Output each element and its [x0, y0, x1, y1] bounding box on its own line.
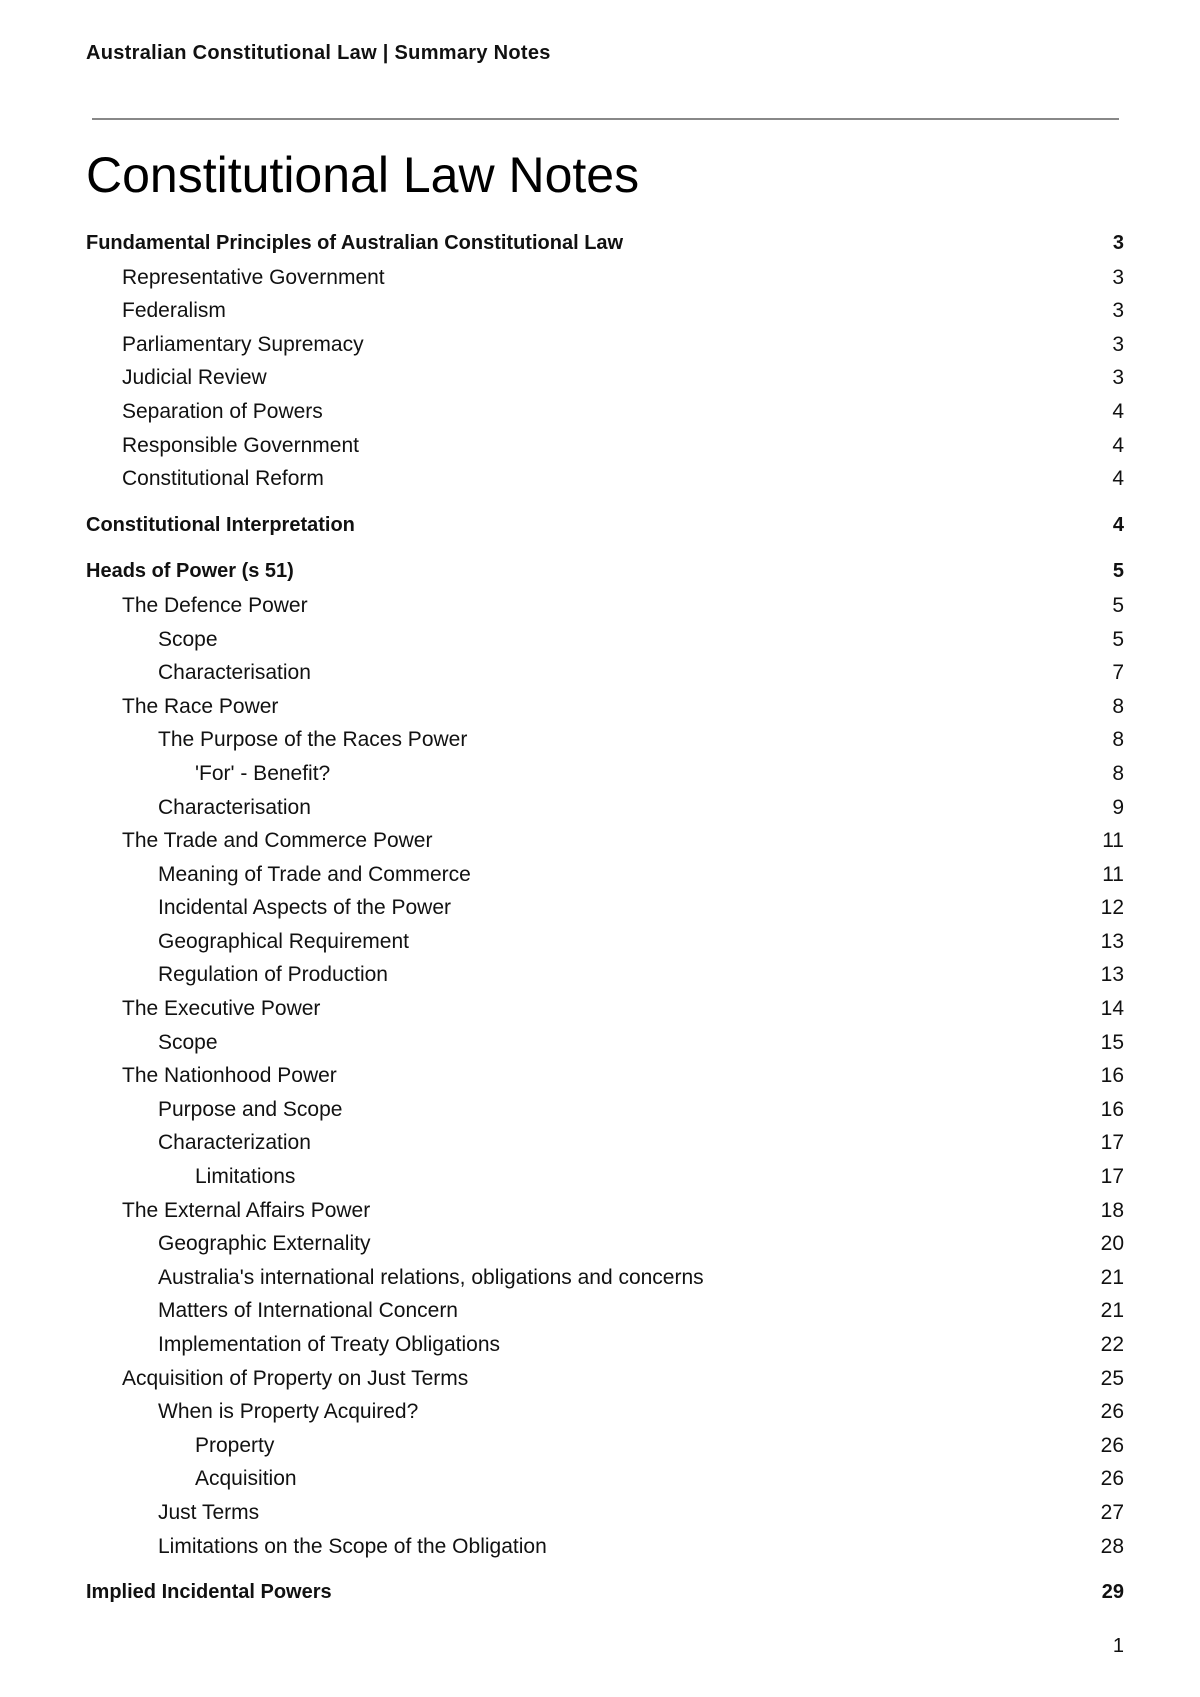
toc-entry-title[interactable]: Representative Government — [122, 265, 385, 289]
toc-entry-page-number[interactable]: 5 — [1112, 627, 1124, 651]
toc-entry-page-number[interactable]: 5 — [1112, 560, 1124, 583]
toc-entry-page-number[interactable]: 3 — [1112, 332, 1124, 356]
toc-entry[interactable] — [0, 992, 1200, 1026]
toc-entry-title[interactable]: Federalism — [122, 299, 226, 323]
toc-entry-title[interactable]: When is Property Acquired? — [158, 1400, 419, 1424]
toc-entry[interactable] — [0, 328, 1200, 362]
toc-entry[interactable] — [0, 958, 1200, 992]
toc-entry-title[interactable]: Purpose and Scope — [158, 1097, 343, 1121]
toc-entry-title[interactable]: Property — [195, 1433, 275, 1457]
toc-entry[interactable] — [0, 1328, 1200, 1362]
toc-entry-page-number[interactable]: 3 — [1112, 299, 1124, 323]
toc-entry[interactable] — [0, 227, 1200, 261]
toc-entry-title[interactable]: Characterization — [158, 1131, 311, 1155]
toc-entry-page-number[interactable]: 17 — [1100, 1131, 1124, 1155]
toc-entry-page-number[interactable]: 22 — [1100, 1333, 1124, 1356]
toc-entry[interactable] — [0, 824, 1200, 858]
toc-entry-page-number[interactable]: 13 — [1100, 963, 1124, 987]
toc-entry-page-number[interactable]: 13 — [1100, 929, 1124, 953]
toc-entry-title[interactable]: Characterisation — [158, 661, 311, 685]
toc-entry-page-number[interactable]: 11 — [1102, 862, 1124, 886]
toc-entry-page-number[interactable]: 4 — [1112, 399, 1124, 423]
toc-entry[interactable] — [0, 294, 1200, 328]
toc-entry-page-number[interactable]: 16 — [1100, 1097, 1124, 1121]
toc-entry-page-number[interactable]: 28 — [1100, 1534, 1124, 1558]
table-of-contents — [0, 227, 1200, 1610]
toc-entry-title[interactable]: Meaning of Trade and Commerce — [158, 862, 471, 886]
toc-entry-page-number[interactable]: 21 — [1100, 1299, 1124, 1323]
toc-entry[interactable] — [0, 509, 1200, 543]
toc-entry-page-number[interactable]: 7 — [1112, 661, 1124, 685]
toc-entry[interactable] — [0, 1261, 1200, 1295]
toc-entry-page-number[interactable]: 25 — [1100, 1366, 1124, 1390]
toc-entry-title[interactable]: Acquisition — [195, 1467, 297, 1491]
toc-entry-title[interactable]: Scope — [158, 627, 218, 651]
toc-entry[interactable] — [0, 1462, 1200, 1496]
header-divider — [92, 118, 1119, 120]
toc-entry[interactable] — [0, 723, 1200, 757]
toc-entry[interactable] — [0, 757, 1200, 791]
toc-entry[interactable] — [0, 1026, 1200, 1060]
toc-entry-page-number[interactable]: 4 — [1112, 513, 1124, 536]
toc-entry[interactable] — [0, 1059, 1200, 1093]
toc-entry-title[interactable]: The Executive Power — [122, 997, 321, 1021]
toc-entry-page-number[interactable]: 5 — [1112, 593, 1124, 617]
toc-entry-title[interactable]: Constitutional Interpretation — [86, 513, 355, 536]
toc-entry-title[interactable]: The External Affairs Power — [122, 1198, 371, 1222]
toc-entry-page-number[interactable]: 29 — [1101, 1581, 1124, 1604]
toc-entry-title[interactable]: Implementation of Treaty Obligations — [158, 1333, 501, 1356]
toc-entry-title[interactable]: Responsible Government — [122, 433, 359, 457]
toc-entry-title[interactable]: Limitations on the Scope of the Obligation — [158, 1534, 547, 1558]
toc-entry-title[interactable]: Matters of International Concern — [158, 1299, 458, 1323]
toc-entry[interactable] — [0, 623, 1200, 657]
toc-entry[interactable] — [0, 925, 1200, 959]
toc-entry-page-number[interactable]: 15 — [1100, 1030, 1124, 1054]
toc-entry-page-number[interactable]: 21 — [1100, 1265, 1124, 1289]
toc-entry-page-number[interactable]: 4 — [1112, 433, 1124, 457]
page-number: 1 — [1112, 1635, 1124, 1657]
toc-entry[interactable] — [0, 1294, 1200, 1328]
toc-entry[interactable] — [0, 1530, 1200, 1564]
toc-entry-title[interactable]: Australia's international relations, obligations and concerns — [158, 1265, 704, 1289]
toc-entry-page-number[interactable]: 3 — [1112, 366, 1124, 390]
toc-entry[interactable] — [0, 1576, 1200, 1610]
toc-entry[interactable] — [0, 1126, 1200, 1160]
toc-entry[interactable] — [0, 261, 1200, 295]
running-header: Australian Constitutional Law | Summary Notes — [86, 42, 551, 64]
toc-entry-title[interactable]: Implied Incidental Powers — [86, 1581, 332, 1604]
toc-entry-page-number[interactable]: 11 — [1102, 829, 1124, 853]
toc-entry-page-number[interactable]: 8 — [1112, 761, 1124, 785]
toc-entry-title[interactable]: 'For' - Benefit? — [195, 761, 331, 785]
toc-entry-page-number[interactable]: 26 — [1100, 1400, 1124, 1424]
toc-entry[interactable] — [0, 656, 1200, 690]
toc-entry-title[interactable]: Incidental Aspects of the Power — [158, 896, 452, 920]
toc-entry[interactable] — [0, 555, 1200, 589]
toc-entry-title[interactable]: Scope — [158, 1030, 218, 1054]
toc-entry[interactable] — [0, 1194, 1200, 1228]
toc-entry[interactable] — [0, 1093, 1200, 1127]
toc-entry-title[interactable]: Judicial Review — [122, 366, 267, 390]
toc-entry-title[interactable]: Fundamental Principles of Australian Constitutional Law — [86, 232, 624, 254]
toc-entry[interactable] — [0, 1395, 1200, 1429]
toc-entry-page-number[interactable]: 4 — [1112, 467, 1124, 491]
toc-entry-title[interactable]: Separation of Powers — [122, 399, 323, 423]
toc-entry[interactable] — [0, 1362, 1200, 1396]
toc-entry-title[interactable]: Characterisation — [158, 795, 311, 819]
toc-entry-title[interactable]: Heads of Power (s 51) — [86, 560, 294, 583]
toc-entry[interactable] — [0, 1160, 1200, 1194]
toc-entry[interactable] — [0, 1496, 1200, 1530]
toc-entry-title[interactable]: The Trade and Commerce Power — [122, 829, 433, 853]
toc-entry[interactable] — [0, 395, 1200, 429]
toc-entry-title[interactable]: The Defence Power — [122, 593, 308, 617]
toc-entry-page-number[interactable]: 17 — [1100, 1165, 1124, 1189]
toc-entry[interactable] — [0, 1227, 1200, 1261]
toc-entry-title[interactable]: Limitations — [195, 1165, 296, 1189]
toc-entry-page-number[interactable]: 26 — [1100, 1467, 1124, 1491]
toc-entry-page-number[interactable]: 3 — [1112, 232, 1124, 254]
toc-entry[interactable] — [0, 462, 1200, 496]
toc-entry-title[interactable]: Regulation of Production — [158, 963, 388, 987]
toc-entry-page-number[interactable]: 9 — [1112, 795, 1124, 819]
toc-entry-page-number[interactable]: 20 — [1100, 1232, 1124, 1256]
toc-entry-title[interactable]: Parliamentary Supremacy — [122, 332, 364, 356]
toc-entry-page-number[interactable]: 18 — [1100, 1198, 1124, 1222]
toc-entry-title[interactable]: The Purpose of the Races Power — [158, 728, 468, 752]
toc-entry-title[interactable]: The Nationhood Power — [122, 1064, 337, 1088]
toc-entry[interactable] — [0, 791, 1200, 825]
toc-entry-title[interactable]: Just Terms — [158, 1500, 260, 1524]
toc-entry-title[interactable]: The Race Power — [122, 694, 279, 718]
toc-entry[interactable] — [0, 429, 1200, 463]
toc-entry-page-number[interactable]: 12 — [1100, 896, 1124, 920]
toc-entry-page-number[interactable]: 14 — [1100, 997, 1124, 1021]
toc-entry-page-number[interactable]: 8 — [1112, 694, 1124, 718]
toc-entry[interactable] — [0, 1429, 1200, 1463]
toc-entry-title[interactable]: Geographical Requirement — [158, 929, 409, 953]
toc-entry-title[interactable]: Constitutional Reform — [122, 467, 324, 491]
toc-entry[interactable] — [0, 589, 1200, 623]
toc-entry-page-number[interactable]: 26 — [1100, 1433, 1124, 1457]
toc-entry-page-number[interactable]: 16 — [1100, 1064, 1124, 1088]
toc-entry-page-number[interactable]: 27 — [1100, 1500, 1124, 1524]
toc-entry-page-number[interactable]: 3 — [1112, 265, 1124, 289]
toc-entry-page-number[interactable]: 8 — [1112, 728, 1124, 752]
document-title: Constitutional Law Notes — [86, 147, 640, 203]
toc-entry[interactable] — [0, 891, 1200, 925]
toc-entry[interactable] — [0, 361, 1200, 395]
toc-entry-title[interactable]: Acquisition of Property on Just Terms — [122, 1366, 469, 1390]
toc-entry-title[interactable]: Geographic Externality — [158, 1232, 371, 1256]
toc-entry[interactable] — [0, 690, 1200, 724]
toc-entry[interactable] — [0, 858, 1200, 892]
